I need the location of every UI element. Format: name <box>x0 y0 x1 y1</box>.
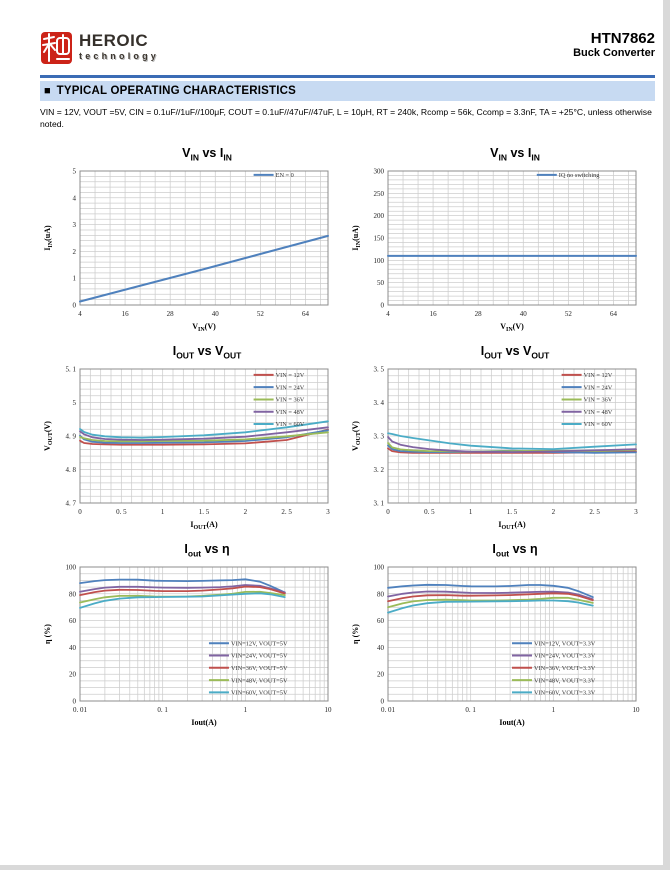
chart-iout-vs-eff-3v3 <box>348 542 654 731</box>
brand-text <box>79 30 159 61</box>
charts-grid <box>40 146 655 740</box>
chart-title: $I_{OUT}$ vs $V_{OUT}$ <box>480 344 550 361</box>
svg-text:100: 100 <box>373 256 384 265</box>
section-header-bar <box>40 81 655 101</box>
svg-text:2. 5: 2. 5 <box>281 508 292 516</box>
svg-text:VIN = 12V: VIN = 12V <box>275 372 305 380</box>
svg-text:VIN=60V, VOUT=3.3V: VIN=60V, VOUT=3.3V <box>534 689 596 697</box>
svg-text:0. 01: 0. 01 <box>73 706 87 714</box>
svg-text:150: 150 <box>373 234 384 243</box>
svg-text:IIN(uA): $I_{IN}(uA)$ <box>43 225 54 251</box>
svg-text:3. 4: 3. 4 <box>373 399 384 407</box>
svg-text:1. 5: 1. 5 <box>198 508 210 516</box>
svg-text:0. 1: 0. 1 <box>157 706 168 714</box>
svg-text:4. 7: 4. 7 <box>65 499 76 508</box>
svg-text:40: 40 <box>69 643 76 652</box>
svg-text:16: 16 <box>429 310 437 318</box>
brand-name: HEROIC <box>79 31 149 50</box>
svg-text:4. 9: 4. 9 <box>65 432 76 441</box>
svg-text:60: 60 <box>377 617 384 626</box>
page-header <box>40 30 655 74</box>
svg-text:2. 5: 2. 5 <box>589 508 600 516</box>
svg-text:Iout(A): Iout(A) <box>499 718 525 727</box>
svg-text:VIN(V): $V_{IN}(V)$ <box>500 322 524 333</box>
chart-canvas <box>348 559 648 731</box>
svg-text:VIN = 36V: VIN = 36V <box>583 396 613 404</box>
chart-title: $I_{out}$ vs η <box>184 542 230 559</box>
svg-text:3: 3 <box>634 508 638 516</box>
chart-canvas <box>348 163 648 335</box>
svg-text:VIN=12V, VOUT=3.3V: VIN=12V, VOUT=3.3V <box>534 640 596 648</box>
section-title: TYPICAL OPERATING CHARACTERISTICS <box>56 85 297 97</box>
svg-text:40: 40 <box>519 310 527 318</box>
svg-text:4. 8: 4. 8 <box>65 466 76 474</box>
svg-text:64: 64 <box>609 310 617 318</box>
svg-text:VIN=48V, VOUT=5V: VIN=48V, VOUT=5V <box>230 677 288 685</box>
svg-text:EN = 0: EN = 0 <box>275 172 294 180</box>
svg-text:2: 2 <box>72 247 76 256</box>
red-seal-icon <box>40 30 73 66</box>
svg-text:28: 28 <box>474 310 482 318</box>
svg-text:VIN=36V, VOUT=5V: VIN=36V, VOUT=5V <box>230 664 288 672</box>
svg-text:5: 5 <box>72 399 76 407</box>
svg-text:1: 1 <box>160 508 165 516</box>
svg-text:52: 52 <box>564 310 572 318</box>
svg-text:VIN = 48V: VIN = 48V <box>275 408 305 416</box>
svg-text:VIN = 60V: VIN = 60V <box>583 421 613 429</box>
svg-text:η (%): η (%) <box>43 624 52 644</box>
svg-text:200: 200 <box>373 212 384 221</box>
svg-text:VOUT(V): $V_{OUT}(V)$ <box>351 421 362 451</box>
svg-text:VIN=48V, VOUT=3.3V: VIN=48V, VOUT=3.3V <box>534 677 596 685</box>
svg-text:3: 3 <box>326 508 330 516</box>
svg-text:3. 2: 3. 2 <box>373 466 384 474</box>
svg-text:1: 1 <box>468 508 473 516</box>
svg-text:η (%): η (%) <box>351 624 360 644</box>
chart-iout-vs-vout-5v <box>40 344 346 533</box>
svg-text:VIN=24V, VOUT=3.3V: VIN=24V, VOUT=3.3V <box>534 652 596 660</box>
section-bullet-icon: ■ <box>44 85 51 97</box>
svg-text:0: 0 <box>72 697 76 706</box>
svg-text:0. 01: 0. 01 <box>381 706 395 714</box>
svg-text:0. 5: 0. 5 <box>116 508 127 516</box>
svg-text:100: 100 <box>373 563 384 572</box>
chart-iout-vs-eff-5v <box>40 542 346 731</box>
svg-text:VIN = 24V: VIN = 24V <box>583 384 613 392</box>
svg-text:250: 250 <box>373 189 384 198</box>
svg-text:16: 16 <box>121 310 129 318</box>
header-rule <box>40 75 655 78</box>
svg-text:1: 1 <box>72 274 76 283</box>
brand-logo <box>40 30 159 66</box>
page-content <box>40 30 655 740</box>
svg-text:40: 40 <box>211 310 219 318</box>
svg-text:10: 10 <box>632 706 640 714</box>
svg-text:VIN = 60V: VIN = 60V <box>275 421 305 429</box>
test-conditions-text: VIN = 12V, VOUT =5V, CIN = 0.1uF//1uF//100μF, COUT = 0.1uF//47uF//47uF, L = 10μH, RT = 240k, Rcomp = 56k, Ccomp = 3.3nF, TA = +25°C, unless otherwise noted. <box>40 107 652 129</box>
svg-text:0. 5: 0. 5 <box>424 508 435 516</box>
svg-text:80: 80 <box>69 590 76 599</box>
svg-text:40: 40 <box>377 643 384 652</box>
svg-text:3. 1: 3. 1 <box>373 499 384 508</box>
chart-iout-vs-vout-3v3 <box>348 344 654 533</box>
svg-text:VIN=60V, VOUT=5V: VIN=60V, VOUT=5V <box>230 689 288 697</box>
svg-text:1. 5: 1. 5 <box>506 508 518 516</box>
svg-text:0: 0 <box>78 508 82 516</box>
svg-text:0: 0 <box>386 508 390 516</box>
svg-text:100: 100 <box>65 563 76 572</box>
svg-text:20: 20 <box>69 670 76 679</box>
svg-text:0. 1: 0. 1 <box>465 706 476 714</box>
svg-text:5: 5 <box>72 167 76 176</box>
chart-canvas <box>40 559 340 731</box>
svg-text:0: 0 <box>380 697 384 706</box>
svg-text:VIN = 36V: VIN = 36V <box>275 396 305 404</box>
svg-text:VIN=12V, VOUT=5V: VIN=12V, VOUT=5V <box>230 640 288 648</box>
part-number: HTN7862 <box>590 30 655 47</box>
svg-text:VIN(V): $V_{IN}(V)$ <box>192 322 216 333</box>
svg-text:4: 4 <box>78 310 82 318</box>
svg-text:28: 28 <box>166 310 174 318</box>
svg-text:64: 64 <box>301 310 309 318</box>
chart-title: $V_{IN}$ vs $I_{IN}$ <box>490 146 540 163</box>
svg-text:5. 1: 5. 1 <box>65 365 76 374</box>
svg-text:80: 80 <box>377 590 384 599</box>
chart-canvas <box>348 361 648 533</box>
svg-text:300: 300 <box>373 167 384 176</box>
svg-text:VIN=24V, VOUT=5V: VIN=24V, VOUT=5V <box>230 652 288 660</box>
svg-text:VIN = 24V: VIN = 24V <box>275 384 305 392</box>
chart-canvas <box>40 163 340 335</box>
svg-text:1: 1 <box>243 706 248 714</box>
svg-text:IOUT(A): $I_{OUT}(A)$ <box>190 520 218 531</box>
chart-canvas <box>40 361 340 533</box>
svg-text:VIN = 12V: VIN = 12V <box>583 372 613 380</box>
page-edge-bottom <box>0 865 670 870</box>
svg-text:0: 0 <box>72 301 76 310</box>
svg-text:IQ no switching: IQ no switching <box>558 172 600 180</box>
brand-tagline: technology <box>79 51 160 61</box>
svg-text:Iout(A): Iout(A) <box>191 718 217 727</box>
svg-text:10: 10 <box>324 706 332 714</box>
svg-text:3. 3: 3. 3 <box>373 432 384 441</box>
svg-text:4: 4 <box>386 310 390 318</box>
svg-text:2: 2 <box>243 508 248 516</box>
page-edge-right <box>663 0 670 870</box>
svg-text:IOUT(A): $I_{OUT}(A)$ <box>498 520 526 531</box>
chart-vin-vs-iin-en0 <box>40 146 346 335</box>
svg-text:3: 3 <box>72 221 76 230</box>
svg-text:VIN=36V, VOUT=3.3V: VIN=36V, VOUT=3.3V <box>534 664 596 672</box>
svg-text:52: 52 <box>256 310 264 318</box>
part-subtitle: Buck Converter <box>573 47 655 59</box>
svg-text:2: 2 <box>551 508 556 516</box>
chart-title: $I_{out}$ vs η <box>492 542 538 559</box>
part-header <box>573 30 655 59</box>
chart-title: $V_{IN}$ vs $I_{IN}$ <box>182 146 232 163</box>
svg-text:50: 50 <box>377 279 384 288</box>
chart-title: $I_{OUT}$ vs $V_{OUT}$ <box>172 344 242 361</box>
svg-text:3. 5: 3. 5 <box>373 365 384 374</box>
svg-text:4: 4 <box>72 194 76 203</box>
svg-text:0: 0 <box>380 301 384 310</box>
svg-text:VOUT(V): $V_{OUT}(V)$ <box>43 421 54 451</box>
svg-text:20: 20 <box>377 670 384 679</box>
svg-text:VIN = 48V: VIN = 48V <box>583 408 613 416</box>
svg-text:IIN(uA): $I_{IN}(uA)$ <box>351 225 362 251</box>
chart-vin-vs-iin-iq <box>348 146 654 335</box>
svg-text:60: 60 <box>69 617 76 626</box>
svg-text:1: 1 <box>551 706 556 714</box>
